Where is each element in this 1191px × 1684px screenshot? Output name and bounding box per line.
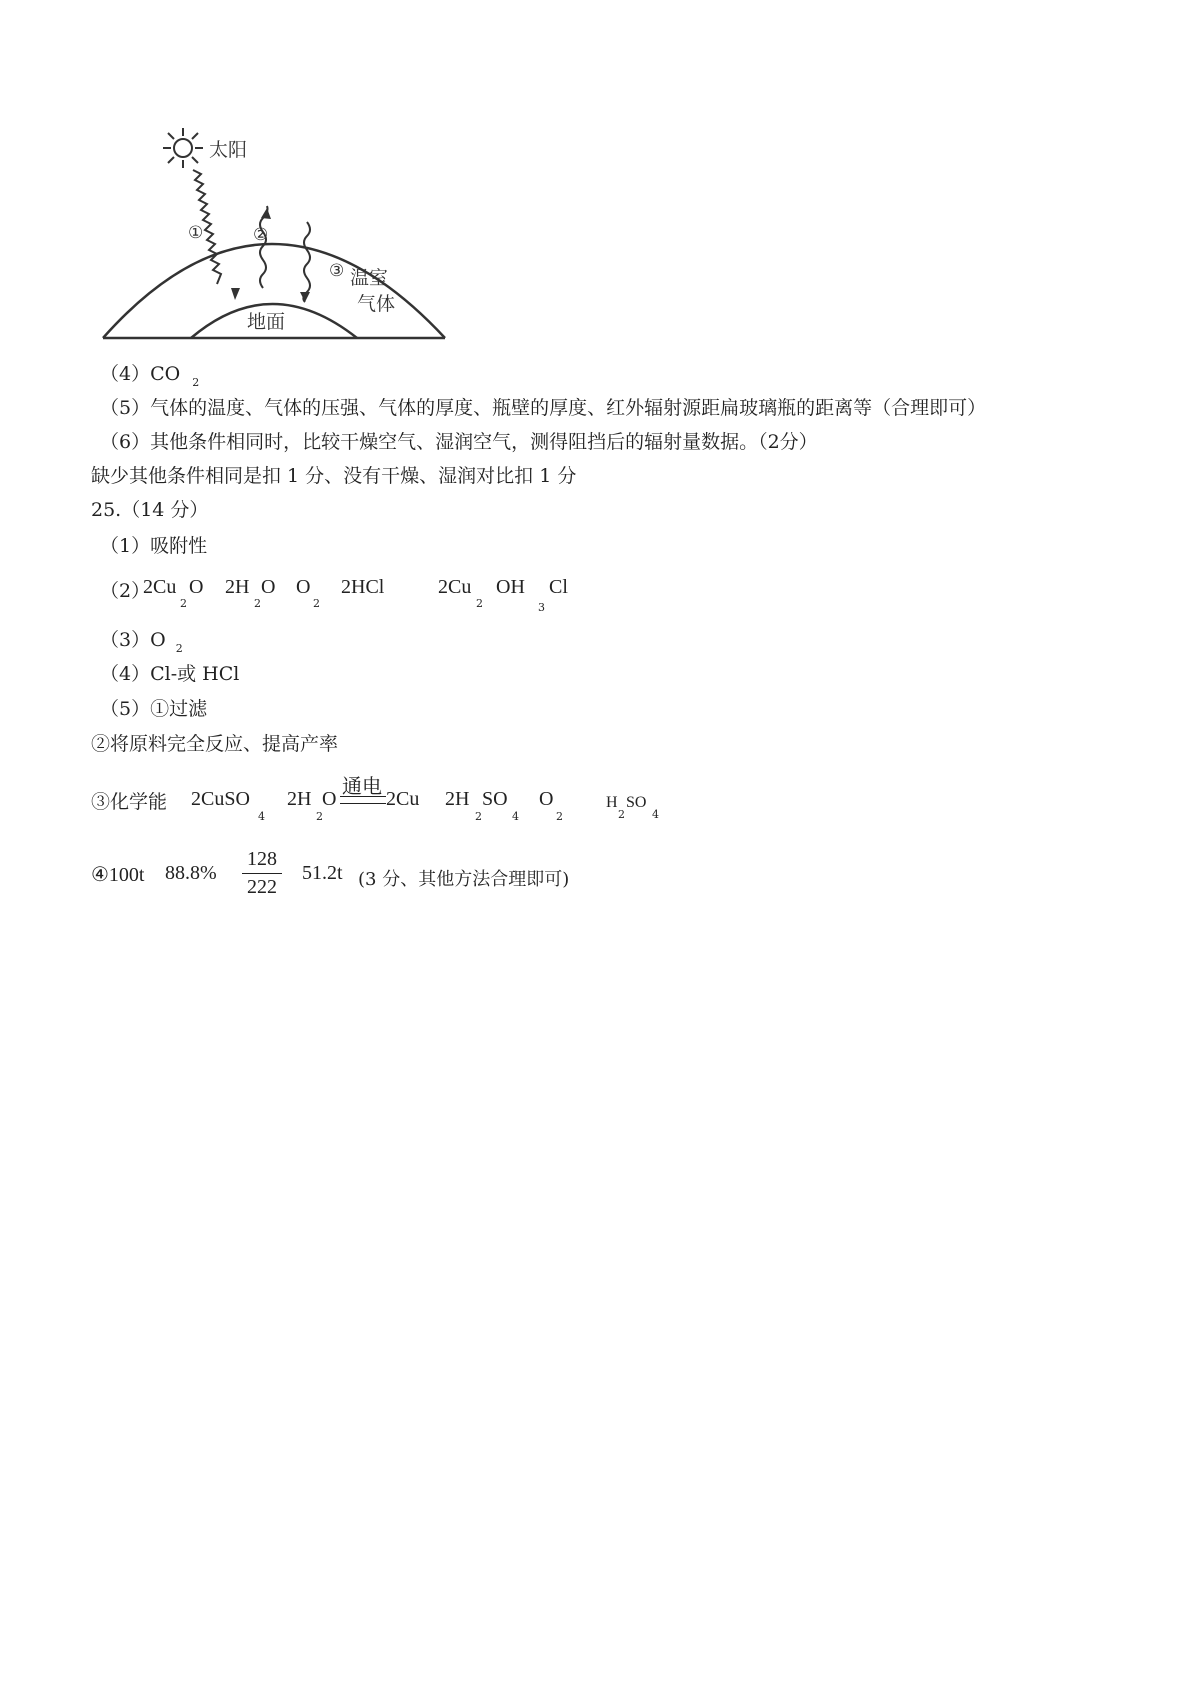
ground-label: 地面 (247, 311, 286, 333)
q24-note: 缺少其他条件相同是扣 1 分、没有干燥、湿润对比扣 1 分 (91, 465, 577, 487)
gas-label-1: 温室 (350, 267, 389, 289)
marker-2: ② (253, 225, 269, 245)
q25-header: 25.（14 分） (91, 499, 209, 521)
marker-1: ① (188, 223, 204, 243)
greenhouse-diagram (95, 110, 455, 350)
equals-sign (340, 796, 386, 804)
reaction-condition: 通电 (342, 774, 382, 798)
fraction: 128 222 (242, 848, 282, 899)
gas-label-2: 气体 (357, 293, 396, 315)
q25-answer-4: （4）Cl-或 HCl (100, 663, 240, 685)
q24-answer-5: （5）气体的温度、气体的压强、气体的厚度、瓶壁的厚度、红外辐射源距扁玻璃瓶的距离等（合理即可） (100, 397, 987, 419)
q24-answer-6: （6）其他条件相同时，比较干燥空气、湿润空气，测得阻挡后的辐射量数据。（2分） (100, 431, 818, 453)
sun-icon (163, 128, 203, 168)
q25-answer-1: （1）吸附性 (100, 535, 208, 557)
marker-3: ③ (329, 261, 345, 281)
q25-answer-3: （3）O $_2$ (100, 629, 183, 655)
ray-3-arrow (303, 222, 310, 302)
sun-label: 太阳 (209, 139, 248, 161)
q25-answer-5-2: ②将原料完全反应、提高产率 (91, 733, 339, 755)
q25-answer-5-1: （5）①过滤 (100, 698, 208, 720)
q24-answer-4: （4）CO $_2$ (100, 363, 200, 389)
